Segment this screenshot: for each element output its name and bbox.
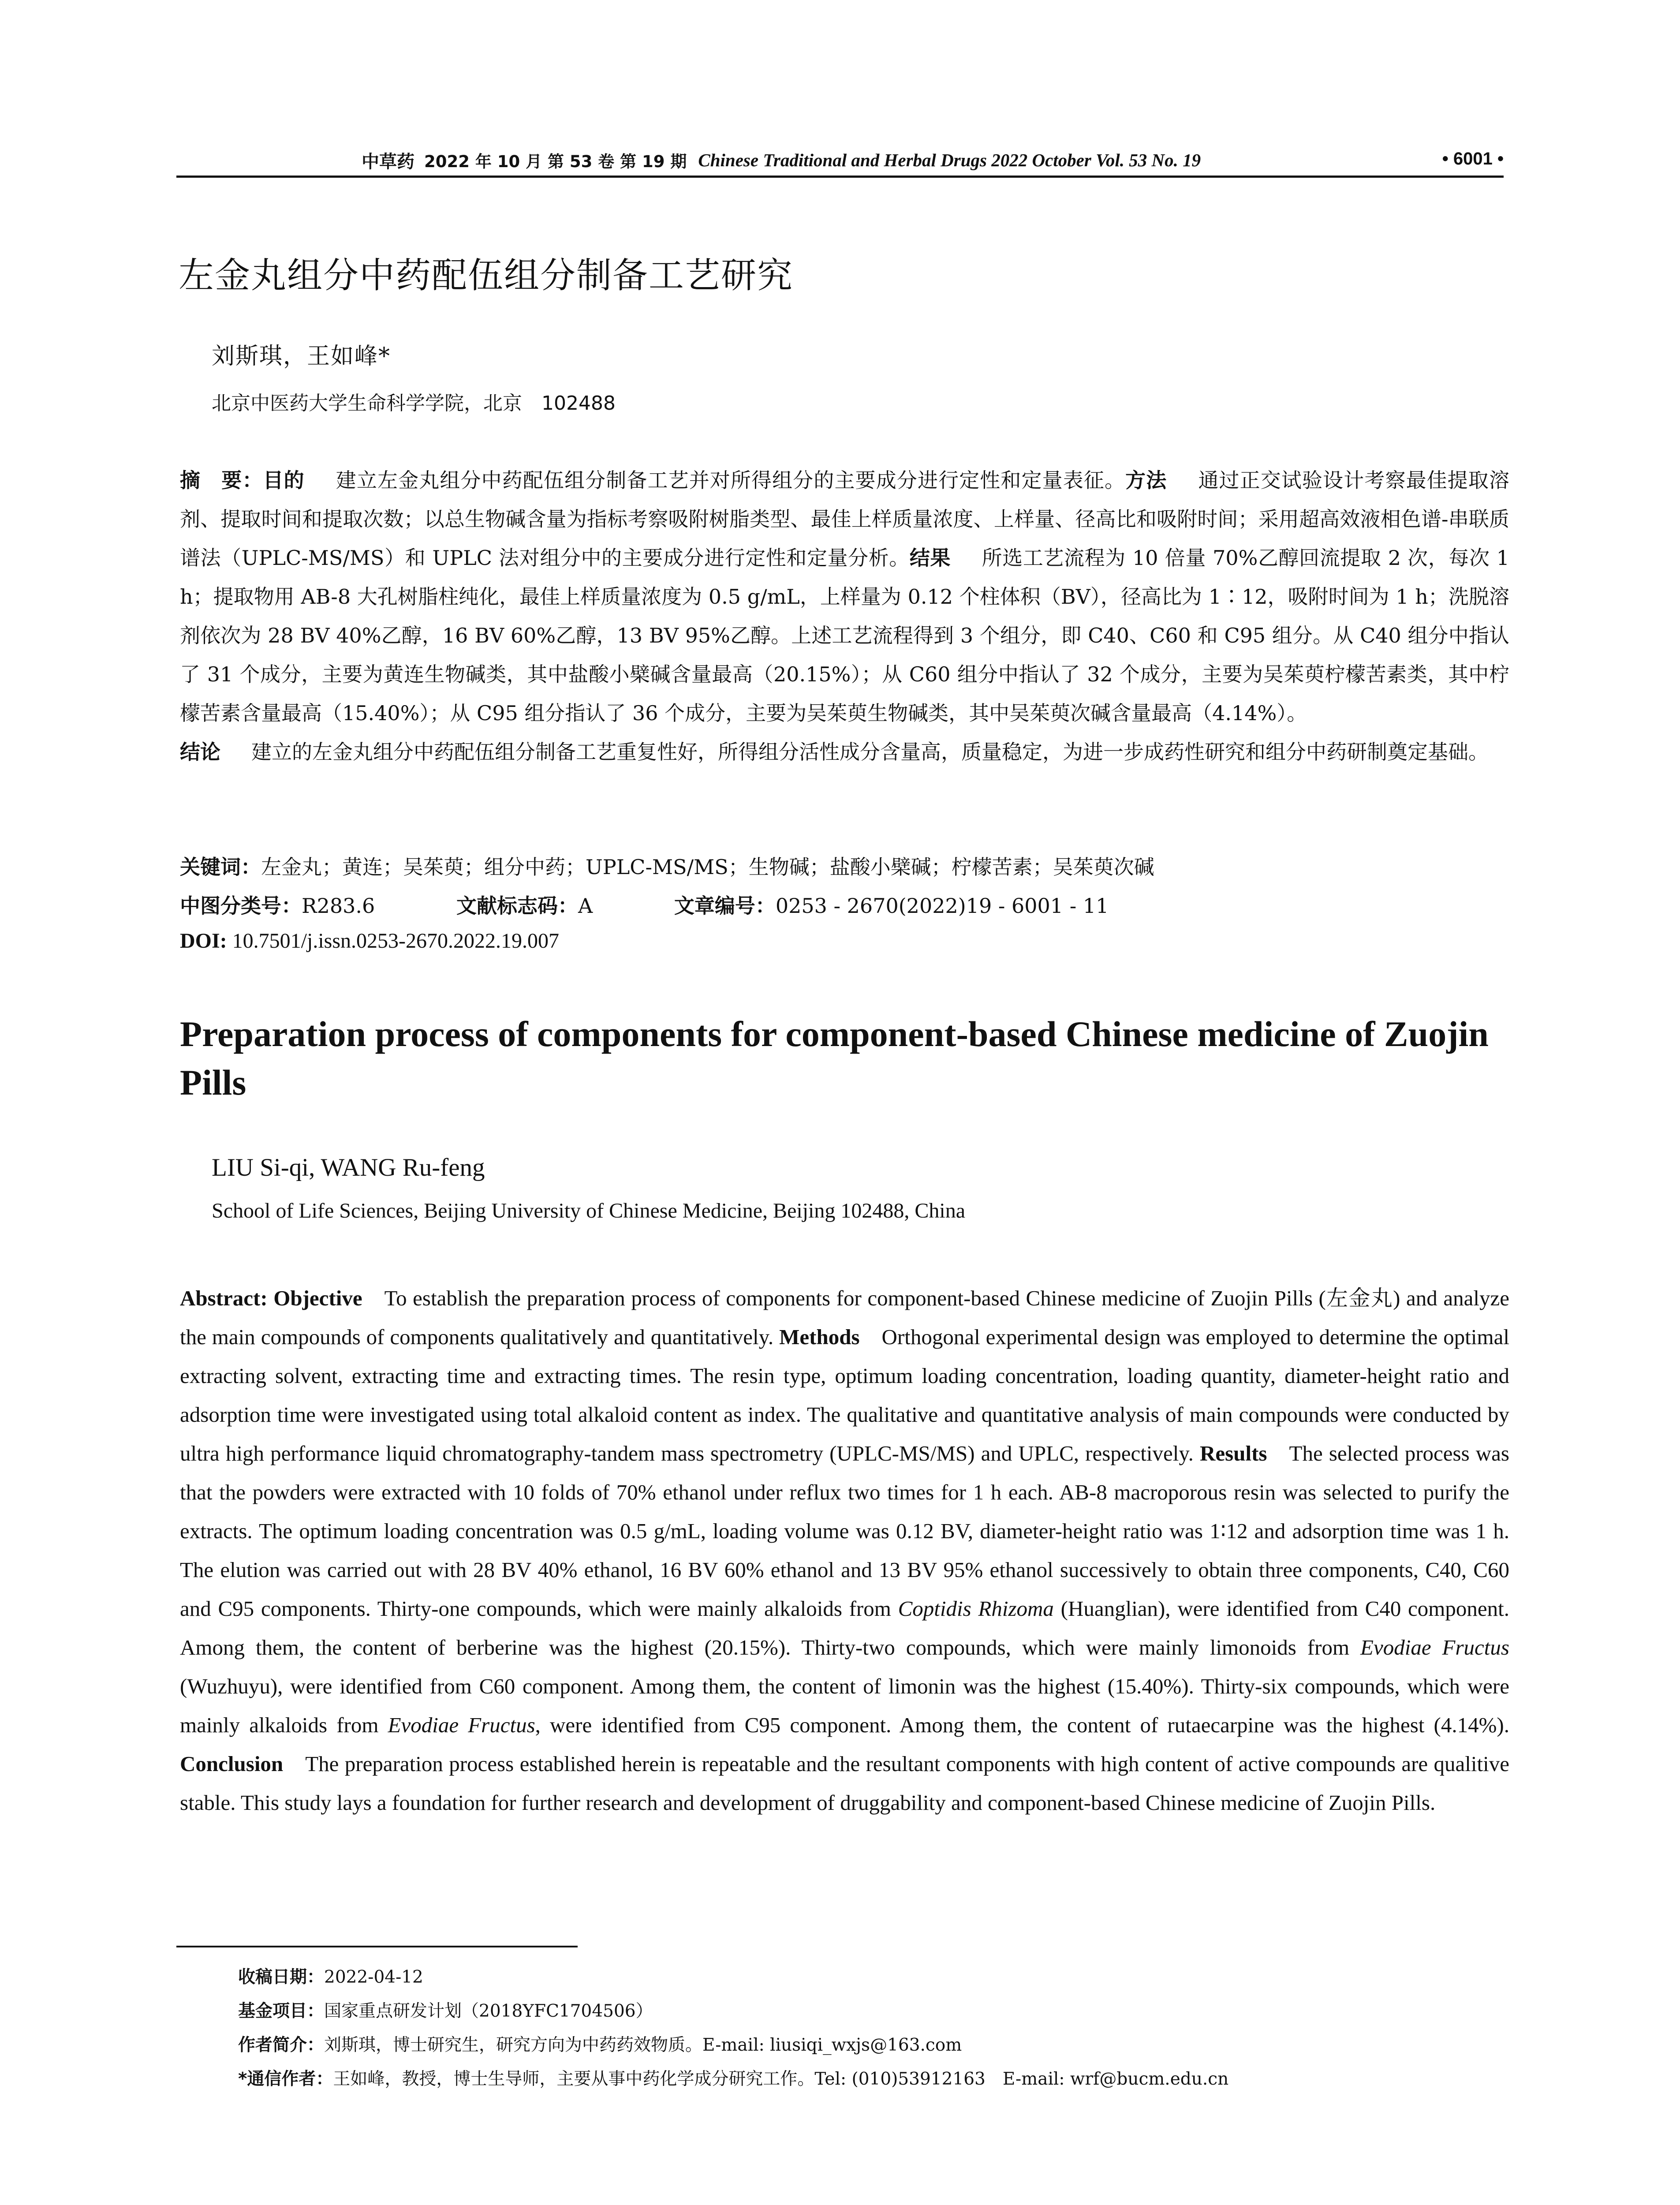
objective-text-cn: 建立左金丸组分中药配伍组分制备工艺并对所得组分的主要成分进行定性和定量表征。 bbox=[335, 468, 1126, 492]
results-label-cn: 结果 bbox=[909, 546, 951, 570]
journal-name-en: Chinese Traditional and Herbal Drugs 2022 October Vol. 53 No. 19 bbox=[698, 150, 1201, 170]
authors-cn: 刘斯琪，王如峰* bbox=[212, 343, 391, 370]
results-text-cn: 所选工艺流程为 10 倍量 70%乙醇回流提取 2 次，每次 1 h；提取物用 AB-8 大孔树脂柱纯化，最佳上样质量浓度为 0.5 g/mL，上样量为 0.12 个柱体积（BV），径高比为 1∶12，吸附时间为 1 h；洗脱溶剂依次为 28 BV 40%乙醇，16 BV 60%乙醇，13 BV 95%乙醇。上述工艺流程得到 3 个组分，即 C40、C60 和 C95 组分。从 C40 组分中指认了 31 个成分，主要为黄连生物碱类，其中盐酸小檗碱含量最高（20.15%）；从 C60 组分中指认了 32 个成分，主要为吴茱萸柠檬苦素类，其中柠檬苦素含量最高（15.40%）；从 C95 组分指认了 36 个成分，主要为吴茱萸生物碱类，其中吴茱萸次碱含量最高（4.14%）。 bbox=[180, 546, 1510, 725]
journal-name-cn: 中草药 bbox=[362, 151, 414, 172]
abstract-label-en: Abstract: bbox=[180, 1286, 268, 1310]
footnote-corresponding bbox=[238, 2062, 1517, 2096]
article-no-value: 0253 - 2670(2022)19 - 6001 - 11 bbox=[775, 894, 1109, 918]
results-italic-en-2: Evodiae Fructus bbox=[1360, 1635, 1509, 1659]
results-text-en-1: The selected process was that the powders were extracted with 10 folds of 70% ethanol under reflux two times for 1 h each. AB-8 macroporous resin was selected to purify the extracts. The optimum loading concentration was 0.5 g/mL, loading volume was 0.12 BV, diameter-height ratio was 1∶12 and adsorption time was 1 h. The elution was carried out with 28 BV 40% ethanol, 16 BV 60% ethanol and 13 BV 95% ethanol successively to obtain three components, C40, C60 and C95 components. Thirty-one compounds, which were mainly alkaloids from bbox=[180, 1441, 1509, 1621]
methods-label-en: Methods bbox=[779, 1325, 860, 1349]
clc-value: R283.6 bbox=[302, 894, 375, 918]
keywords-label-cn: 关键词： bbox=[180, 855, 261, 879]
clc-label: 中图分类号： bbox=[180, 894, 302, 918]
footnote-value: 国家重点研发计划（2018YFC1704506） bbox=[324, 2001, 653, 2021]
objective-label-cn: 目的 bbox=[263, 468, 305, 492]
results-italic-en-3: Evodiae Fructus bbox=[388, 1713, 535, 1737]
results-text-en-3: (Wuzhuyu), were identified from C60 component. Among them, the content of limonin was the highest (15.40%). Thirty-six compounds, which were mainly alkaloids from bbox=[180, 1674, 1509, 1737]
issue-info-cn: 2022 年 10 月 第 53 卷 第 19 期 bbox=[424, 152, 687, 171]
results-italic-en-1: Coptidis Rhizoma bbox=[898, 1596, 1054, 1621]
footnote-label: 收稿日期： bbox=[238, 1967, 325, 1987]
page-title-en: Preparation process of components for component-based Chinese medicine of Zuojin Pills bbox=[180, 1014, 1489, 1102]
objective-label-en: Objective bbox=[273, 1286, 362, 1310]
authors-en: LIU Si-qi, WANG Ru-feng bbox=[212, 1154, 485, 1181]
doi-value: 10.7501/j.issn.0253-2670.2022.19.007 bbox=[232, 929, 560, 953]
article-no-label: 文章编号： bbox=[674, 894, 776, 918]
conclusion-label-cn: 结论 bbox=[180, 740, 220, 764]
footnote-value: 2022-04-12 bbox=[324, 1967, 423, 1987]
results-text-en-4: , were identified from C95 component. Among them, the content of rutaecarpine was the highest (4.14%). bbox=[535, 1713, 1509, 1737]
results-label-en: Results bbox=[1200, 1441, 1267, 1465]
footnote-received bbox=[238, 1960, 1517, 1994]
footnote-author-bio bbox=[238, 2028, 1517, 2062]
objective-text-en: To establish the preparation process of components for component-based Chinese medicine of Zuojin Pills (左金丸) and analyze the main compounds of components qualitatively and quantitatively. bbox=[180, 1286, 1509, 1349]
page-title-cn: 左金丸组分中药配伍组分制备工艺研究 bbox=[179, 255, 793, 296]
doc-code-value: A bbox=[578, 894, 593, 918]
abstract-label-cn: 摘 要： bbox=[180, 468, 263, 492]
methods-label-cn: 方法 bbox=[1125, 468, 1167, 492]
affiliation-cn: 北京中医药大学生命科学学院，北京 102488 bbox=[212, 392, 616, 415]
footnote-label: 作者简介： bbox=[238, 2035, 325, 2055]
header-rule bbox=[176, 176, 1504, 178]
footnote-label: 基金项目： bbox=[238, 2001, 325, 2021]
classification-line bbox=[180, 890, 1503, 919]
methods-text-en: Orthogonal experimental design was employed to determine the optimal extracting solvent, extracting time and extracting times. The resin type, optimum loading concentration, loading quantity, diameter-height ratio and adsorption time were investigated using total alkaloid content as index. The qualitative and quantitative analysis of main compounds were conducted by ultra high performance liquid chromatography-tandem mass spectrometry (UPLC-MS/MS) and UPLC, respectively. bbox=[180, 1325, 1509, 1465]
doc-code-label: 文献标志码： bbox=[456, 894, 578, 918]
footnote-funding bbox=[238, 1994, 1517, 2028]
keywords-text-cn: 左金丸；黄连；吴茱萸；组分中药；UPLC-MS/MS；生物碱；盐酸小檗碱；柠檬苦素；吴茱萸次碱 bbox=[261, 855, 1154, 879]
footnote-value: 王如峰，教授，博士生导师，主要从事中药化学成分研究工作。Tel: (010)53912163 E-mail: wrf@bucm.edu.cn bbox=[333, 2069, 1229, 2089]
abstract-en bbox=[180, 1279, 1509, 1822]
footnotes bbox=[238, 1960, 1517, 2096]
running-header bbox=[176, 146, 1504, 175]
doi-line bbox=[180, 929, 559, 953]
conclusion-text-cn: 建立的左金丸组分中药配伍组分制备工艺重复性好，所得组分活性成分含量高，质量稳定，为进一步成药性研究和组分中药研制奠定基础。 bbox=[251, 740, 1489, 764]
footnote-rule bbox=[176, 1946, 578, 1947]
conclusion-text-en: The preparation process established herein is repeatable and the resultant components with high content of active compounds are qualitive stable. This study lays a foundation for further research and development of druggability and component-based Chinese medicine of Zuojin Pills. bbox=[180, 1752, 1509, 1815]
results-text-en-2: (Huanglian), were identified from C40 component. Among them, the content of berberine was the highest (20.15%). Thirty-two compounds, which were mainly limonoids from bbox=[180, 1596, 1510, 1659]
affiliation-en: School of Life Sciences, Beijing University of Chinese Medicine, Beijing 102488, China bbox=[212, 1199, 966, 1222]
keywords-cn bbox=[180, 851, 1154, 880]
page-number: • 6001 • bbox=[1442, 149, 1504, 168]
abstract-cn bbox=[180, 461, 1509, 771]
methods-text-cn: 通过正交试验设计考察最佳提取溶剂、提取时间和提取次数；以总生物碱含量为指标考察吸附树脂类型、最佳上样质量浓度、上样量、径高比和吸附时间；采用超高效液相色谱-串联质谱法（UPLC-MS/MS）和 UPLC 法对组分中的主要成分进行定性和定量分析。 bbox=[180, 468, 1510, 570]
footnote-value: 刘斯琪，博士研究生，研究方向为中药药效物质。E-mail: liusiqi_wxjs@163.com bbox=[324, 2035, 962, 2055]
footnote-label: *通信作者： bbox=[238, 2069, 333, 2089]
doi-label: DOI: bbox=[180, 929, 227, 953]
conclusion-label-en: Conclusion bbox=[180, 1752, 284, 1776]
